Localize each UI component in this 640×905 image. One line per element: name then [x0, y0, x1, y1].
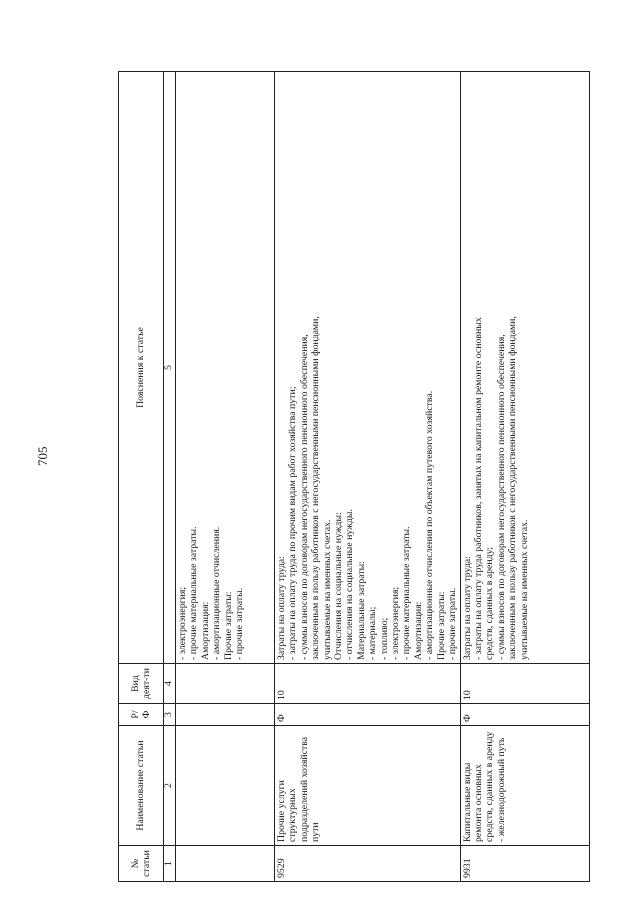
explanation-line: - амортизационные отчисления.: [211, 526, 223, 660]
column-number: 4: [164, 664, 176, 704]
table-row: [275, 72, 461, 882]
explanation-line: учитываемые на именных счетах.: [518, 519, 530, 660]
explanation-line: Затраты на оплату труда:: [276, 556, 287, 660]
column-number: 5: [164, 72, 176, 664]
page-number: 705: [35, 446, 50, 466]
explanation-line: Отчисления на социальные нужды:: [333, 512, 345, 660]
explanation-line: - прочие затраты.: [447, 587, 459, 660]
explanation-line: учитываемые на именных счетах.: [321, 519, 333, 660]
column-number: 1: [164, 846, 176, 882]
explanation-line: Прочие затраты:: [222, 591, 234, 660]
item-name-cell: [176, 726, 275, 846]
explanation-line: - суммы взносов по договорам негосударственного пенсионного обеспечения,: [495, 334, 507, 660]
column-number: 3: [164, 704, 176, 726]
header-item-name: Наименование статьи: [119, 726, 164, 846]
explanation-line: Материальные затраты:: [355, 561, 367, 660]
rf-cell: Ф: [460, 704, 589, 726]
explanation-line: - электроэнергия;: [177, 586, 188, 660]
rf-cell: [176, 704, 275, 726]
item-number-cell: 9931: [460, 846, 589, 882]
activity-type-cell: 10: [275, 664, 461, 704]
explanation-line: - материалы;: [367, 606, 379, 660]
item-name-cell: Прочие услуги структурных подразделений хозяйства пути: [275, 726, 461, 846]
explanation-line: Амортизация:: [199, 601, 211, 660]
explanation-line: Прочие затраты:: [435, 591, 447, 660]
explanation-line: - затраты на оплату труда работников, занятых на капитальном ремонте основных: [472, 317, 484, 660]
explanation-cell: [460, 72, 589, 664]
item-name-cell: Капитальные виды ремонта основных средств, сданных в аренду - железнодорожный путь: [460, 726, 589, 846]
header-activity-type: Вид деят-ти: [119, 664, 164, 704]
header-item-number: № статьи: [119, 846, 164, 882]
explanation-line: заключенным в пользу работников с негосударственными пенсионными фондами,: [507, 316, 519, 660]
table-row: [176, 72, 275, 882]
explanation-line: - электроэнергия;: [390, 586, 402, 660]
activity-type-cell: [176, 664, 275, 704]
expense-items-table: [118, 71, 590, 882]
header-explanation: Пояснения к статье: [119, 72, 164, 664]
rotated-table-container: [118, 72, 581, 882]
explanation-line: средств, сданных в аренду;: [484, 546, 496, 660]
column-number: 2: [164, 726, 176, 846]
item-number-cell: [176, 846, 275, 882]
rf-cell: Ф: [275, 704, 461, 726]
explanation-cell: [176, 72, 275, 664]
explanation-line: заключенным в пользу работников с негосударственными пенсионными фондами,: [310, 316, 322, 660]
explanation-line: - прочие материальные затраты.: [188, 526, 200, 660]
column-number-row: [164, 72, 176, 882]
activity-type-cell: 10: [460, 664, 589, 704]
explanation-line: - топливо;: [378, 617, 390, 660]
table-header-row: [119, 72, 164, 882]
table-row: [460, 72, 589, 882]
explanation-line: - прочие затраты.: [234, 587, 246, 660]
explanation-line: Затраты на оплату труда:: [461, 556, 473, 660]
explanation-line: Амортизация:: [412, 601, 424, 660]
explanation-cell: [275, 72, 461, 664]
item-number-cell: 9529: [275, 846, 461, 882]
explanation-line: - отчисления на социальные нужды.: [344, 509, 356, 660]
explanation-line: - суммы взносов по договорам негосударственного пенсионного обеспечения,: [298, 334, 310, 660]
explanation-line: - прочие материальные затраты.: [401, 526, 413, 660]
explanation-line: - затраты на оплату труда по прочим видам работ хозяйства пути;: [287, 386, 299, 660]
explanation-line: - амортизационные отчисления по объектам путевого хозяйства.: [424, 390, 436, 660]
header-rf: Р/ Ф: [119, 704, 164, 726]
